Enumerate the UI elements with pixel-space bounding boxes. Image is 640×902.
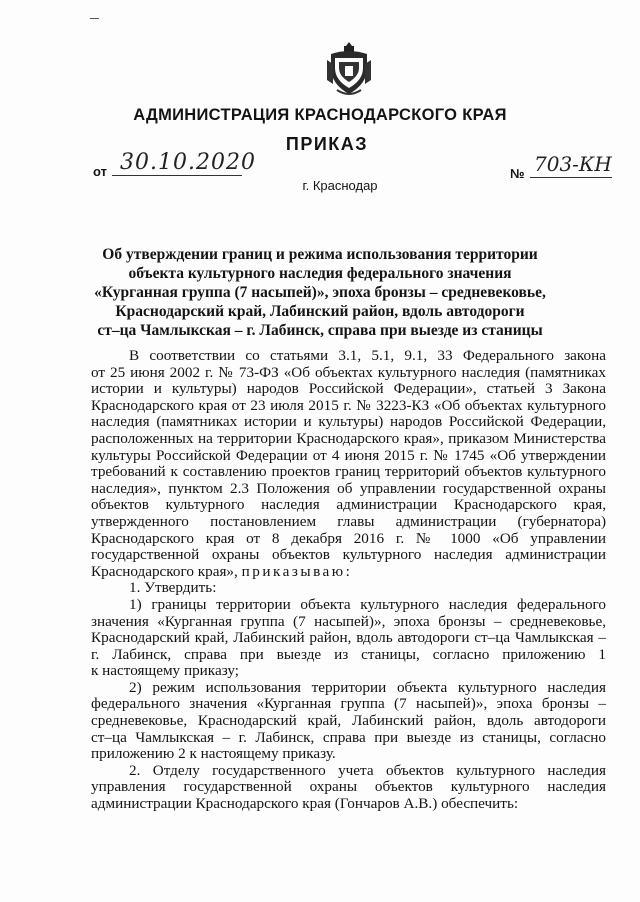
text-line: значения «Курганная группа (7 насыпей)», эпоха бронзы – средневековье, (91, 612, 606, 630)
text-line (91, 564, 606, 581)
title-line: Краснодарский край, Лабинский район, вдоль автодороги (115, 303, 525, 320)
text-line: от 25 июня 2002 г. № 73-ФЗ «Об объектах культурного наследия (памятниках (91, 363, 606, 381)
scan-mark (90, 18, 99, 19)
number-label: № (510, 166, 525, 181)
text-line: администрации Краснодарского края (Гончаров А.В.) обеспечить: (91, 795, 519, 813)
text-line: федерального значения «Курганная группа (7 насыпей)», эпоха бронзы – (91, 695, 606, 713)
organization-name: АДМИНИСТРАЦИЯ КРАСНОДАРСКОГО КРАЯ (133, 106, 507, 124)
title-line: ст–ца Чамлыкская – г. Лабинск, справа при выезде из станицы (97, 322, 543, 339)
coat-of-arms-icon (325, 40, 373, 98)
date-handwritten: 30.10.2020 (120, 150, 256, 175)
text-line: Краснодарского края от 23 июля 2015 г. № 3223-КЗ «Об объектах культурного (91, 396, 606, 414)
number-field (530, 152, 612, 182)
text-fragment: Краснодарского края», (91, 562, 242, 580)
item-1-1 (91, 597, 606, 680)
text-line: ст–ца Чамлыкская – г. Лабинск, справа при выезде из станицы, согласно (91, 728, 606, 746)
text-line: г. Лабинск, справа при выезде из станицы, согласно приложению 1 (91, 645, 606, 663)
date-label: от (93, 164, 107, 179)
order-word: приказываю: (241, 562, 353, 580)
text-line: объектов культурного наследия администрации Краснодарского края, (91, 496, 606, 514)
text-line: Краснодарского края от 8 декабря 2016 г. № 1000 «Об управлении (91, 529, 606, 547)
text-line: культуры Российской Федерации от 4 июня 2015 г. № 1745 «Об утверждении (91, 446, 606, 464)
text-line: наследия», пунктом 2.3 Положения об управлении государственной охраны (91, 479, 606, 497)
document-type: ПРИКАЗ (285, 134, 369, 154)
text-line: средневековье, Краснодарский край, Лабинский район, вдоль автодороги (91, 712, 606, 730)
text-line: утвержденного постановлением главы администрации (губернатора) (91, 512, 606, 530)
number-underline (530, 177, 612, 178)
text-line: 2. Отделу государственного учета объектов культурного наследия (129, 761, 606, 779)
preamble-paragraph (91, 348, 606, 580)
text-line: управления государственной охраны объектов культурного наследия (91, 778, 606, 796)
city: г. Краснодар (302, 178, 378, 193)
text-line: В соответствии со статьями 3.1, 5.1, 9.1, 33 Федерального закона (129, 347, 606, 364)
text-line: 1. Утвердить: (129, 579, 217, 597)
item-1-2 (91, 680, 606, 763)
text-line: Краснодарский край, Лабинский район, вдоль автодороги ст–ца Чамлыкская – (91, 629, 606, 647)
text-line: к настоящему приказу; (91, 662, 239, 680)
title-line: Об утверждении границ и режима использования территории (102, 246, 538, 263)
title-line: объекта культурного наследия федерального значения (128, 265, 512, 282)
item-1 (91, 580, 606, 597)
text-line: расположенных на территории Краснодарского края», приказом Министерства (91, 429, 606, 447)
date-underline (112, 175, 242, 176)
text-line: требований к составлению проектов границ территорий объектов культурного (91, 463, 606, 481)
number-handwritten: 703-КН (534, 152, 612, 176)
text-line: приложению 2 к настоящему приказу. (91, 745, 336, 763)
text-line: наследия (памятниках истории и культуры) народов Российской Федерации, (91, 413, 606, 431)
document-body (91, 348, 606, 813)
date-field (112, 150, 256, 180)
document-title (60, 245, 580, 340)
text-line: государственной охраны объектов культурного наследия администрации (91, 546, 606, 564)
text-line: истории и культуры) народов Российской Федерации», статьей 3 Закона (91, 380, 606, 398)
item-2 (91, 763, 606, 813)
title-line: «Курганная группа (7 насыпей)», эпоха бронзы – средневековье, (94, 284, 546, 301)
text-line: 1) границы территории объекта культурного наследия федерального (129, 595, 606, 613)
text-line: 2) режим использования территории объекта культурного наследия (129, 678, 606, 696)
